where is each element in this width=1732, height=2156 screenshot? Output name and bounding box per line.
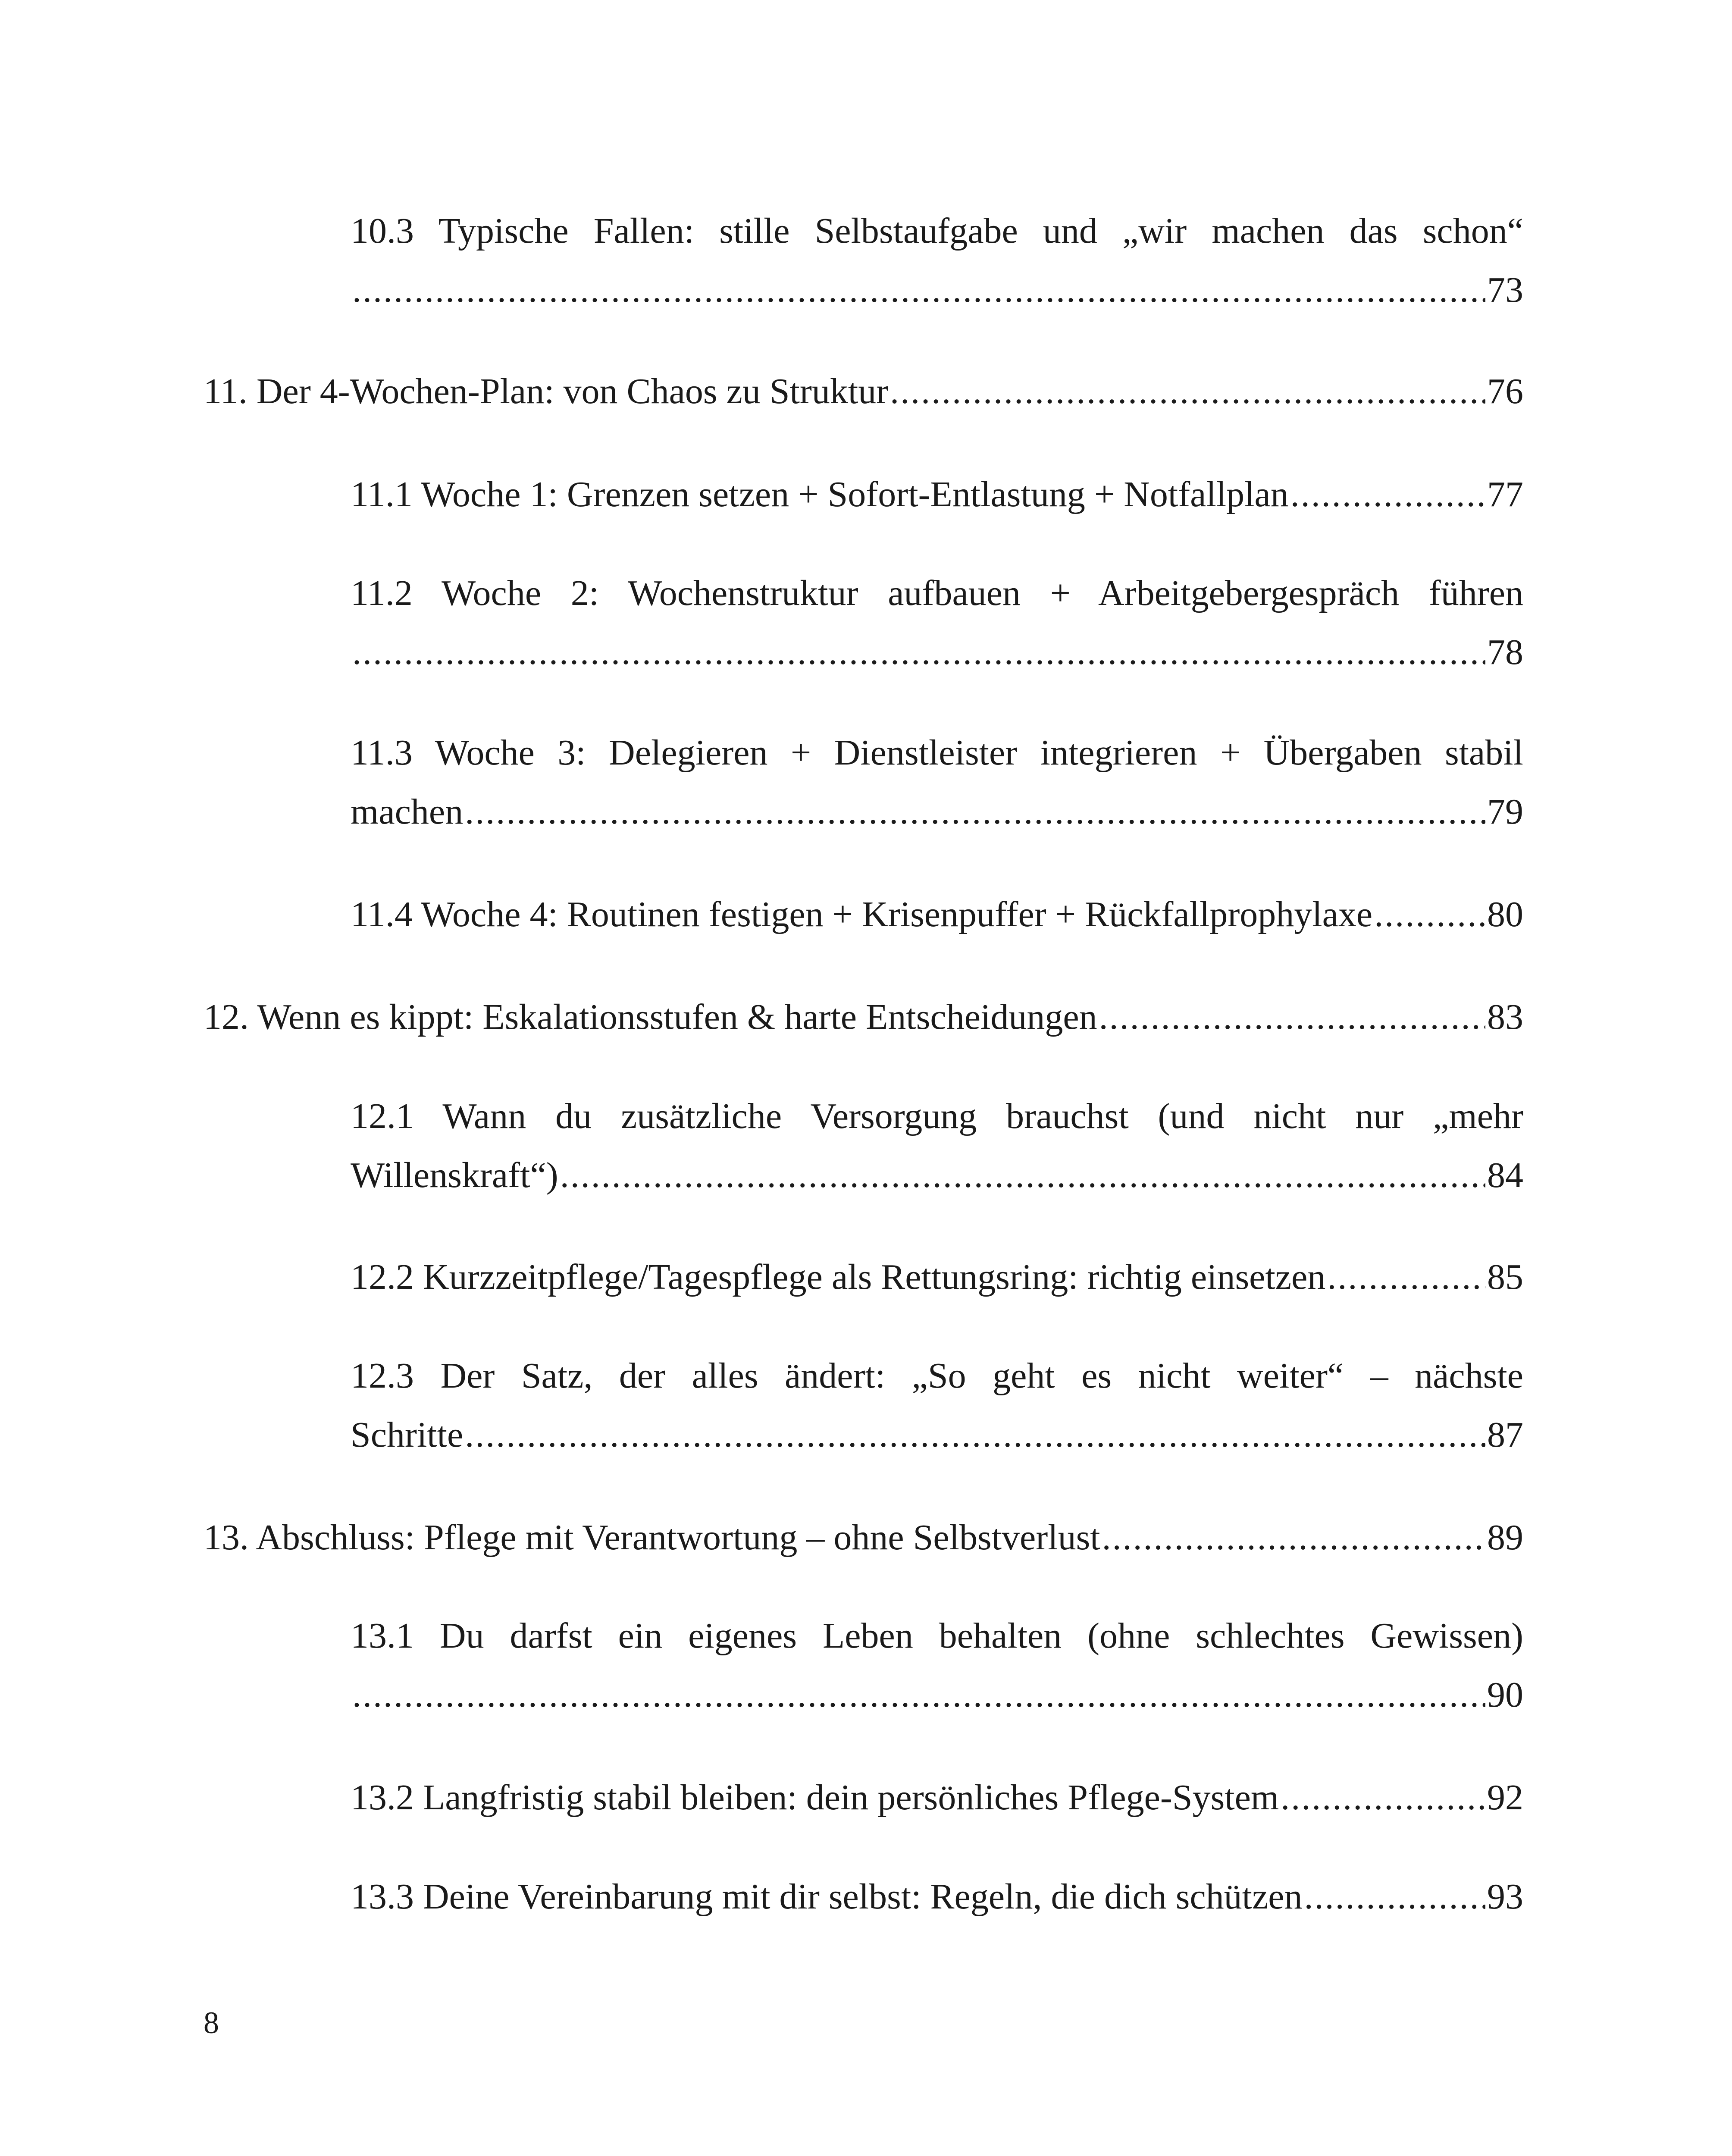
toc-page-number: 77: [1487, 474, 1523, 514]
toc-page-number: 76: [1487, 371, 1523, 411]
dot-leader: [1102, 1508, 1485, 1567]
toc-entry-title: 13.3 Deine Vereinbarung mit dir selbst: Regeln, die dich schützen: [351, 1877, 1303, 1917]
toc-entry-title: 11.2 Woche 2: Wochenstruktur aufbauen + Arbeitgebergespräch führen: [351, 573, 1523, 613]
toc-page-number: 90: [1487, 1675, 1523, 1715]
toc-entry-title: 11.4 Woche 4: Routinen festigen + Krisenpuffer + Rückfallprophylaxe: [351, 894, 1373, 934]
toc-entry[interactable]: [351, 564, 1523, 682]
toc-entry[interactable]: [351, 1346, 1523, 1464]
toc-entry-title: 13.2 Langfristig stabil bleiben: dein persönliches Pflege-System: [351, 1777, 1279, 1818]
dot-leader: [1281, 1768, 1485, 1827]
toc-entry[interactable]: [351, 1768, 1523, 1827]
toc-entry[interactable]: [351, 1087, 1523, 1205]
toc-entry-title: 12.1 Wann du zusätzliche Versorgung brauchst (und nicht nur „mehr: [351, 1096, 1523, 1136]
toc-entry-title: 12.2 Kurzzeitpflege/Tagespflege als Rettungsring: richtig einsetzen: [351, 1257, 1326, 1297]
toc-entry-title: 11.1 Woche 1: Grenzen setzen + Sofort-Entlastung + Notfallplan: [351, 474, 1289, 514]
toc-entry-title-cont: Willenskraft“): [351, 1155, 558, 1195]
dot-leader: [352, 623, 1485, 682]
toc-page-number: 85: [1487, 1257, 1523, 1297]
toc-page-number: 83: [1487, 997, 1523, 1037]
dot-leader: [1374, 885, 1485, 944]
toc-entry-title: 12.3 Der Satz, der alles ändert: „So geht es nicht weiter“ – nächste: [351, 1356, 1523, 1396]
toc-page-number: 73: [1487, 270, 1523, 310]
toc-entry[interactable]: [204, 1508, 1523, 1567]
toc-entry[interactable]: [351, 723, 1523, 841]
toc-entry-title-cont: machen: [351, 792, 464, 832]
dot-leader: [1290, 465, 1485, 524]
toc-page-number: 80: [1487, 894, 1523, 934]
toc-entry-title-cont: Schritte: [351, 1415, 464, 1455]
toc-entry[interactable]: [351, 1247, 1523, 1307]
dot-leader: [352, 260, 1485, 320]
dot-leader: [1099, 987, 1485, 1047]
dot-leader: [890, 362, 1485, 421]
toc-entry[interactable]: [351, 885, 1523, 944]
toc-page-number: 79: [1487, 792, 1523, 832]
toc-page-number: 93: [1487, 1877, 1523, 1917]
toc-entry-title: 11. Der 4-Wochen-Plan: von Chaos zu Struktur: [204, 371, 889, 411]
toc-entry-title: 13. Abschluss: Pflege mit Verantwortung – ohne Selbstverlust: [204, 1517, 1100, 1557]
dot-leader: [465, 1405, 1485, 1464]
dot-leader: [352, 1665, 1485, 1724]
dot-leader: [465, 782, 1485, 841]
toc-entry[interactable]: [351, 465, 1523, 524]
toc-entry[interactable]: [351, 1867, 1523, 1926]
toc-page-number: 87: [1487, 1415, 1523, 1455]
toc-entry-title: 11.3 Woche 3: Delegieren + Dienstleister integrieren + Übergaben stabil: [351, 733, 1523, 773]
dot-leader: [560, 1146, 1485, 1205]
toc-page-number: 89: [1487, 1517, 1523, 1557]
toc-entry-title: 13.1 Du darfst ein eigenes Leben behalten (ohne schlechtes Gewissen): [351, 1616, 1523, 1656]
dot-leader: [1304, 1867, 1485, 1926]
toc-entry-title: 10.3 Typische Fallen: stille Selbstaufgabe und „wir machen das schon“: [351, 211, 1523, 251]
toc-entry[interactable]: [351, 1606, 1523, 1724]
toc-entry-title: 12. Wenn es kippt: Eskalationsstufen & harte Entscheidungen: [204, 997, 1097, 1037]
toc-entry[interactable]: [351, 201, 1523, 320]
toc-page-number: 92: [1487, 1777, 1523, 1818]
toc-page-number: 78: [1487, 632, 1523, 672]
page-number: 8: [204, 2006, 219, 2040]
toc-entry[interactable]: [204, 987, 1523, 1047]
toc-entry[interactable]: [204, 362, 1523, 421]
dot-leader: [1327, 1247, 1485, 1307]
toc-page-number: 84: [1487, 1155, 1523, 1195]
